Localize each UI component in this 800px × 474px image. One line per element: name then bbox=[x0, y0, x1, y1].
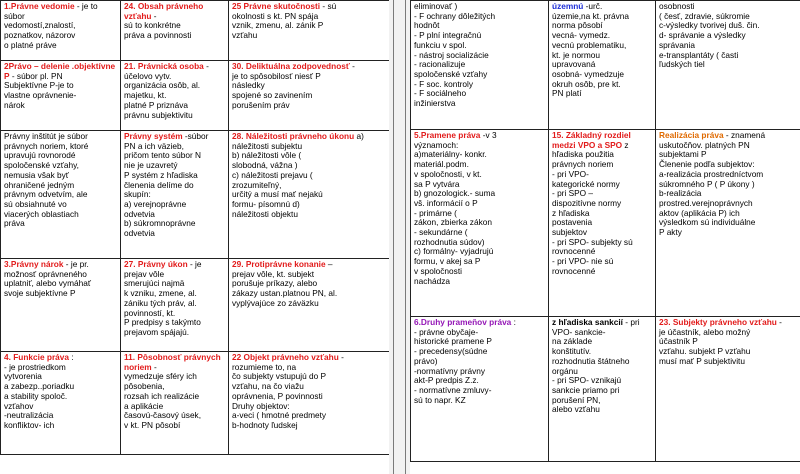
left-table-body bbox=[1, 1, 390, 455]
cell-text-line: PN a ich väzieb, bbox=[124, 140, 184, 151]
right-row-2 bbox=[411, 130, 800, 317]
cell-text-line: - primárne ( bbox=[414, 207, 457, 218]
cell-text-line: oprávnenia, P povinnosti bbox=[232, 390, 323, 401]
table-cell bbox=[549, 130, 656, 317]
table-cell bbox=[1, 1, 121, 61]
left-table bbox=[0, 0, 389, 455]
cell-text-line: práva a povinnosti bbox=[124, 30, 192, 41]
cell-text-line: kategorické normy bbox=[552, 178, 620, 189]
cell-text-line: a)materiálny- konkr. bbox=[414, 149, 487, 160]
cell-text-line: a-veci ( hmotné predmety bbox=[232, 410, 327, 421]
cell-text-line: vyplývajúce zo záväzku bbox=[232, 297, 319, 308]
cell-text-line: - nástroj socializácie bbox=[414, 49, 489, 60]
cell-text-line: vytvorenia bbox=[4, 371, 42, 382]
table-cell bbox=[549, 1, 656, 130]
cell-text-line: vlastne oprávnenie- bbox=[4, 90, 77, 101]
cell-text-line: norma pôsobí bbox=[552, 20, 603, 31]
cell-text-line: - účelovo vytv. bbox=[124, 61, 209, 81]
cell-text-line: b) súkromnoprávne bbox=[124, 218, 196, 229]
cell-text-line: právnych noriem, ktoré bbox=[4, 140, 89, 151]
cell-text-line: -urč. bbox=[583, 1, 603, 11]
cell-text-line: je účastník, alebo možný bbox=[659, 326, 751, 337]
cell-text-line: : bbox=[511, 317, 516, 327]
cell-text-line: na základe bbox=[552, 336, 593, 347]
cell-text-line: k vzniku, zmene, al. bbox=[124, 288, 197, 299]
cell-text-line: vecnú problematiku, bbox=[552, 39, 627, 50]
cell-text-line: následky bbox=[232, 80, 265, 91]
cell-text-line: - je bbox=[187, 259, 202, 269]
cell-heading: 4. Funkcie práva bbox=[4, 352, 70, 362]
table-cell bbox=[229, 352, 390, 455]
cell-text-line: dispozitívne normy bbox=[552, 197, 622, 208]
cell-text-line: vedomostí,znalostí, bbox=[4, 20, 76, 31]
cell-text-line: ohraničené jedným bbox=[4, 179, 75, 190]
cell-heading: 1.Právne vedomie bbox=[4, 1, 75, 11]
cell-heading: 23. Subjekty právneho vzťahu bbox=[659, 317, 777, 327]
cell-text-line: orgánu bbox=[552, 365, 578, 376]
cell-text-line: náležitosti objektu bbox=[232, 208, 298, 219]
cell-heading: 5.Pramene práva bbox=[414, 130, 481, 140]
cell-text-line: pôsobenia, bbox=[124, 381, 165, 392]
cell-text-line: P systém z hľadiska bbox=[124, 169, 198, 180]
cell-text-line: - precedensy(súdne bbox=[414, 346, 488, 357]
left-row-3 bbox=[1, 131, 390, 259]
cell-text-line: správania bbox=[659, 39, 695, 50]
cell-text-line: hodnôt bbox=[414, 20, 440, 31]
table-cell bbox=[229, 61, 390, 131]
cell-text-line: materiál.podm. bbox=[414, 159, 469, 170]
cell-text-line: zákon, zbierka zákon bbox=[414, 217, 492, 228]
cell-text-line: - rozumieme to, na bbox=[232, 352, 344, 372]
table-cell bbox=[121, 61, 229, 131]
right-table bbox=[410, 0, 800, 462]
cell-text-line: o platné práve bbox=[4, 39, 57, 50]
cell-text-line: osobná- vymedzuje bbox=[552, 68, 624, 79]
cell-heading: 22 Objekt právneho vzťahu bbox=[232, 352, 339, 362]
table-cell bbox=[229, 259, 390, 352]
cell-text-line: slobodná, vážna ) bbox=[232, 160, 298, 171]
cell-text-line: uplatniť, alebo vymáhať bbox=[4, 278, 91, 289]
cell-text-line: prejav vôle bbox=[124, 268, 165, 279]
cell-text-line: ľudských tiel bbox=[659, 59, 705, 70]
table-cell bbox=[411, 130, 549, 317]
cell-text-line: Druhy objektov: bbox=[232, 400, 290, 411]
cell-text-line: skupín: bbox=[124, 189, 151, 200]
cell-text-line: - pri SPO- subjekty sú bbox=[552, 236, 633, 247]
table-cell bbox=[1, 352, 121, 455]
cell-text-line: porušením práv bbox=[232, 99, 290, 110]
cell-heading: 29. Protiprávne konanie bbox=[232, 259, 326, 269]
cell-text-line: vš. informácií o P bbox=[414, 197, 478, 208]
cell-text-line: sú obsiahnuté vo bbox=[4, 198, 67, 209]
table-cell bbox=[229, 131, 390, 259]
cell-text-line: d- správanie a výsledky bbox=[659, 30, 746, 41]
cell-text-line: sankcie priamo pri bbox=[552, 384, 620, 395]
cell-text-line: prejavom spájajú. bbox=[124, 326, 190, 337]
cell-text-line: - pri SPO- vznikajú bbox=[552, 375, 622, 386]
cell-text-line: inžinierstva bbox=[414, 98, 456, 109]
cell-text-line: je to spôsobilosť niesť P bbox=[232, 70, 321, 81]
cell-heading: územnú bbox=[552, 1, 584, 11]
cell-text-line: - sú bbox=[320, 1, 337, 11]
cell-text-line: organizácia osôb, al. bbox=[124, 80, 201, 91]
cell-text-line: -normatívny právny bbox=[414, 365, 486, 376]
cell-text-line: vecná- vymedz. bbox=[552, 30, 611, 41]
cell-text-line: uskutočňov. platných PN bbox=[659, 139, 750, 150]
cell-text-line: -neutralizácia bbox=[4, 410, 54, 421]
cell-text-line: rovnocenné bbox=[552, 265, 596, 276]
cell-text-line: svoje subjektívne P bbox=[4, 288, 76, 299]
cell-text-line: - pri VPO- bbox=[552, 168, 589, 179]
cell-text-line: prostred.verejnoprávnych bbox=[659, 197, 753, 208]
cell-text-line: formu, v akej sa P bbox=[414, 256, 481, 267]
cell-text-line: poznatkov, názorov bbox=[4, 30, 76, 41]
table-cell bbox=[121, 259, 229, 352]
table-cell bbox=[656, 1, 800, 130]
cell-heading: 21. Právnická osoba bbox=[124, 61, 204, 71]
cell-text-line: - pri VPO- nie sú bbox=[552, 256, 614, 267]
cell-text-line: majetku, kt. bbox=[124, 90, 167, 101]
table-cell bbox=[656, 130, 800, 317]
right-page bbox=[410, 0, 800, 474]
cell-text-line: smerujúci najmä bbox=[124, 278, 185, 289]
cell-text-line: vzťahu, na čo viažu bbox=[232, 381, 304, 392]
cell-text-line: - právne obyčaje- bbox=[414, 326, 479, 337]
cell-heading: 27. Právny úkon bbox=[124, 259, 188, 269]
cell-text-line: a stability spoloč. bbox=[4, 390, 68, 401]
cell-text-line: e-transplantáty ( časti bbox=[659, 49, 739, 60]
cell-text-line: vzťahu bbox=[232, 30, 258, 41]
cell-text-line: subjektov bbox=[552, 227, 588, 238]
cell-heading: z hľadiska sankcií bbox=[552, 317, 623, 327]
cell-text-line: - bbox=[151, 10, 157, 21]
cell-text-line: P predpisy s takýmto bbox=[124, 317, 201, 328]
left-page bbox=[0, 0, 389, 474]
cell-text-line: právnym odvetvím, ale bbox=[4, 189, 88, 200]
right-table-body bbox=[411, 1, 800, 462]
table-cell bbox=[121, 352, 229, 455]
right-row-3 bbox=[411, 317, 800, 462]
cell-text-line: - racionalizuje bbox=[414, 59, 466, 70]
cell-text-line: postavenia bbox=[552, 217, 593, 228]
cell-text-line: -súbor bbox=[182, 131, 209, 141]
cell-text-line: odvetvia bbox=[124, 228, 155, 239]
cell-text-line: nie je uzavretý bbox=[124, 160, 178, 171]
cell-text-line: sú to konkrétne bbox=[124, 20, 181, 31]
cell-text-line: funkciu v spol. bbox=[414, 39, 467, 50]
cell-text-line: ( česť, zdravie, súkromie bbox=[659, 10, 750, 21]
cell-text-line: - pri VPO- sankcie- bbox=[552, 317, 640, 337]
cell-text-line: porušení PN, bbox=[552, 394, 601, 405]
cell-text-line: porušuje príkazy, alebo bbox=[232, 278, 318, 289]
cell-text-line: - je prostriedkom bbox=[4, 361, 66, 372]
cell-heading: 15. Základný rozdiel medzi VPO a SPO bbox=[552, 130, 631, 150]
cell-text-line: rovnocenné bbox=[552, 246, 596, 257]
cell-text-line: - bbox=[349, 61, 355, 71]
table-cell bbox=[229, 1, 390, 61]
cell-text-line: nachádza bbox=[414, 275, 450, 286]
cell-text-line: Členenie podľa subjektov: bbox=[659, 159, 755, 170]
cell-text-line: územie,na kt. právna bbox=[552, 10, 630, 21]
cell-heading: 11. Pôsobnosť právnych noriem bbox=[124, 352, 221, 372]
cell-text-line: c) náležitosti prejavu ( bbox=[232, 169, 313, 180]
left-row-2 bbox=[1, 61, 390, 131]
cell-text-line: povinností, kt. bbox=[124, 307, 176, 318]
cell-text-line: - P plní integračnú bbox=[414, 30, 482, 41]
cell-text-line: b-realizácia bbox=[659, 188, 702, 199]
table-cell bbox=[549, 317, 656, 462]
cell-text-line: prejav vôle, kt. subjekt bbox=[232, 268, 315, 279]
cell-text-line: vznik, zmenu, al. zánik P bbox=[232, 20, 324, 31]
table-cell bbox=[1, 131, 121, 259]
cell-text-line: spoločenské vzťahy, bbox=[4, 160, 79, 171]
page-separator bbox=[389, 0, 410, 474]
cell-text-line: - F sociálneho bbox=[414, 88, 467, 99]
cell-text-line: právnych noriem bbox=[552, 159, 614, 170]
cell-text-line: kt. je normou bbox=[552, 49, 600, 60]
left-row-5 bbox=[1, 352, 390, 455]
cell-text-line: nemusia však byť bbox=[4, 169, 69, 180]
left-row-1 bbox=[1, 1, 390, 61]
table-cell bbox=[411, 1, 549, 130]
cell-text-line: súkromného P ( P úkony ) bbox=[659, 178, 755, 189]
cell-text-line: upravovaná bbox=[552, 59, 596, 70]
cell-text-line: - znamená bbox=[723, 130, 766, 140]
cell-text-line: konštitutív. bbox=[552, 346, 592, 357]
cell-heading: 3.Právny nárok bbox=[4, 259, 64, 269]
cell-text-line: rozhodnutia súdov) bbox=[414, 236, 485, 247]
table-cell bbox=[411, 317, 549, 462]
cell-text-line: alebo vzťahu bbox=[552, 404, 600, 415]
cell-text-line: - sekundárne ( bbox=[414, 227, 468, 238]
cell-text-line: - je pr. bbox=[63, 259, 89, 269]
cell-text-line: c) formálny- vyjadrujú bbox=[414, 246, 494, 257]
table-cell bbox=[1, 259, 121, 352]
cell-text-line: z hľadiska bbox=[552, 207, 590, 218]
cell-text-line: čo subjekty vstupujú do P bbox=[232, 371, 327, 382]
cell-text-line: b) náležitosti vôle ( bbox=[232, 150, 302, 161]
cell-heading: 25 Právne skutočnosti bbox=[232, 1, 321, 11]
cell-text-line: osobnosti bbox=[659, 1, 695, 11]
cell-text-line: odvetvia bbox=[124, 208, 155, 219]
cell-heading: Realizácia práva bbox=[659, 130, 724, 140]
cell-text-line: - normatívne zmluvy- bbox=[414, 384, 492, 395]
cell-heading: Právny systém bbox=[124, 131, 183, 141]
cell-text-line: výsledkom sú individuálne bbox=[659, 217, 756, 228]
cell-heading: 24. Obsah právneho vzťahu bbox=[124, 1, 204, 21]
cell-text-line: právo) bbox=[414, 355, 438, 366]
cell-text-line: sa P vytvára bbox=[414, 178, 460, 189]
cell-text-line: sú to napr. KZ bbox=[414, 394, 466, 405]
right-row-1 bbox=[411, 1, 800, 130]
cell-text-line: a aplikácie bbox=[124, 400, 164, 411]
cell-text-line: vzťahov bbox=[4, 400, 34, 411]
cell-text-line: v spoločnosti bbox=[414, 265, 462, 276]
cell-text-line: významoch: bbox=[414, 139, 459, 150]
cell-text-line: z hľadiska použitia bbox=[552, 139, 629, 160]
cell-text-line: rozhodnutia štátneho bbox=[552, 355, 630, 366]
cell-text-line: vymedzuje sféry ich bbox=[124, 371, 197, 382]
cell-text-line: - je to súbor bbox=[4, 1, 98, 21]
cell-text-line: c-výsledky tvorivej duš. čin. bbox=[659, 20, 760, 31]
cell-text-line: – bbox=[325, 259, 333, 269]
cell-text-line: účastník P bbox=[659, 336, 698, 347]
cell-text-line: okruh osôb, pre kt. bbox=[552, 78, 621, 89]
cell-text-line: PN platí bbox=[552, 88, 582, 99]
cell-text-line: rozsah ich realizácie bbox=[124, 390, 200, 401]
cell-text-line: b) gnozologick.- suma bbox=[414, 188, 496, 199]
cell-text-line: - bbox=[776, 317, 782, 327]
table-cell bbox=[1, 61, 121, 131]
cell-text-line: P akty bbox=[659, 227, 682, 238]
cell-text-line: práva bbox=[4, 218, 25, 229]
cell-text-line: zániku tých práv, al. bbox=[124, 297, 197, 308]
cell-text-line: - F soc. kontroly bbox=[414, 78, 474, 89]
cell-text-line: a-realizácia prostredníctvom bbox=[659, 168, 764, 179]
cell-text-line: Právny inštitút je súbor bbox=[4, 131, 88, 141]
cell-text-line: spojené so zavinením bbox=[232, 90, 313, 101]
cell-text-line: -v 3 bbox=[480, 130, 497, 140]
cell-heading: 2Právo – delenie .objektívne P bbox=[4, 61, 116, 81]
cell-text-line: zrozumiteľný, bbox=[232, 179, 282, 190]
cell-text-line: nárok bbox=[4, 99, 25, 110]
cell-text-line: spoločenské vzťahy bbox=[414, 68, 488, 79]
cell-text-line: eliminovať ) bbox=[414, 1, 458, 11]
cell-text-line: okolnosti s kt. PN spája bbox=[232, 10, 319, 21]
cell-text-line: musí mať P subjektivitu bbox=[659, 355, 745, 366]
table-cell bbox=[656, 317, 800, 462]
cell-text-line: : bbox=[69, 352, 74, 362]
cell-text-line: akt-P predpis Z.z. bbox=[414, 375, 479, 386]
cell-text-line: a zabezp..poriadku bbox=[4, 381, 75, 392]
cell-text-line: - bbox=[151, 361, 157, 372]
cell-text-line: historické pramene P bbox=[414, 336, 492, 347]
left-row-4 bbox=[1, 259, 390, 352]
cell-text-line: formu- písomnú d) bbox=[232, 198, 300, 209]
cell-text-line: možnosť oprávneného bbox=[4, 268, 87, 279]
cell-text-line: zákazy ustan.platnou PN, al. bbox=[232, 288, 338, 299]
cell-text-line: b-hodnoty ľudskej bbox=[232, 419, 298, 430]
cell-text-line: a) verejnoprávne bbox=[124, 198, 187, 209]
cell-heading: 30. Deliktuálna zodpovednosť bbox=[232, 61, 350, 71]
cell-text-line: konfliktov- ich bbox=[4, 419, 55, 430]
cell-text-line: časovú-časový úsek, bbox=[124, 410, 202, 421]
cell-text-line: pričom tento súbor N bbox=[124, 150, 202, 161]
cell-text-line: vzťahu. subjekt P vzťahu bbox=[659, 346, 751, 357]
cell-text-line: Subjektívne P-je to bbox=[4, 80, 74, 91]
cell-text-line: - pri SPO – bbox=[552, 188, 594, 199]
cell-text-line: a) náležitosti subjektu bbox=[232, 131, 364, 151]
cell-text-line: členenia delíme do bbox=[124, 179, 194, 190]
cell-heading: 28. Náležitosti právneho úkonu bbox=[232, 131, 355, 141]
cell-text-line: v kt. PN pôsobí bbox=[124, 419, 181, 430]
cell-text-line: viacerých oblastiach bbox=[4, 208, 79, 219]
table-cell bbox=[121, 131, 229, 259]
cell-text-line: právnu subjektivitu bbox=[124, 109, 193, 120]
cell-text-line: aktov (aplikácia P) ich bbox=[659, 207, 740, 218]
cell-text-line: upravujú rovnorodé bbox=[4, 150, 76, 161]
cell-text-line: - F ochrany dôležitých bbox=[414, 10, 496, 21]
cell-text-line: - súbor pl. PN bbox=[9, 70, 63, 81]
table-cell bbox=[121, 1, 229, 61]
cell-heading: 6.Druhy prameňov práva bbox=[414, 317, 512, 327]
cell-text-line: určitý a musí mať nejakú bbox=[232, 189, 323, 200]
cell-text-line: subjektami P bbox=[659, 149, 707, 160]
cell-text-line: platné P priznáva bbox=[124, 99, 188, 110]
cell-text-line: v spoločnosti, v kt. bbox=[414, 168, 482, 179]
